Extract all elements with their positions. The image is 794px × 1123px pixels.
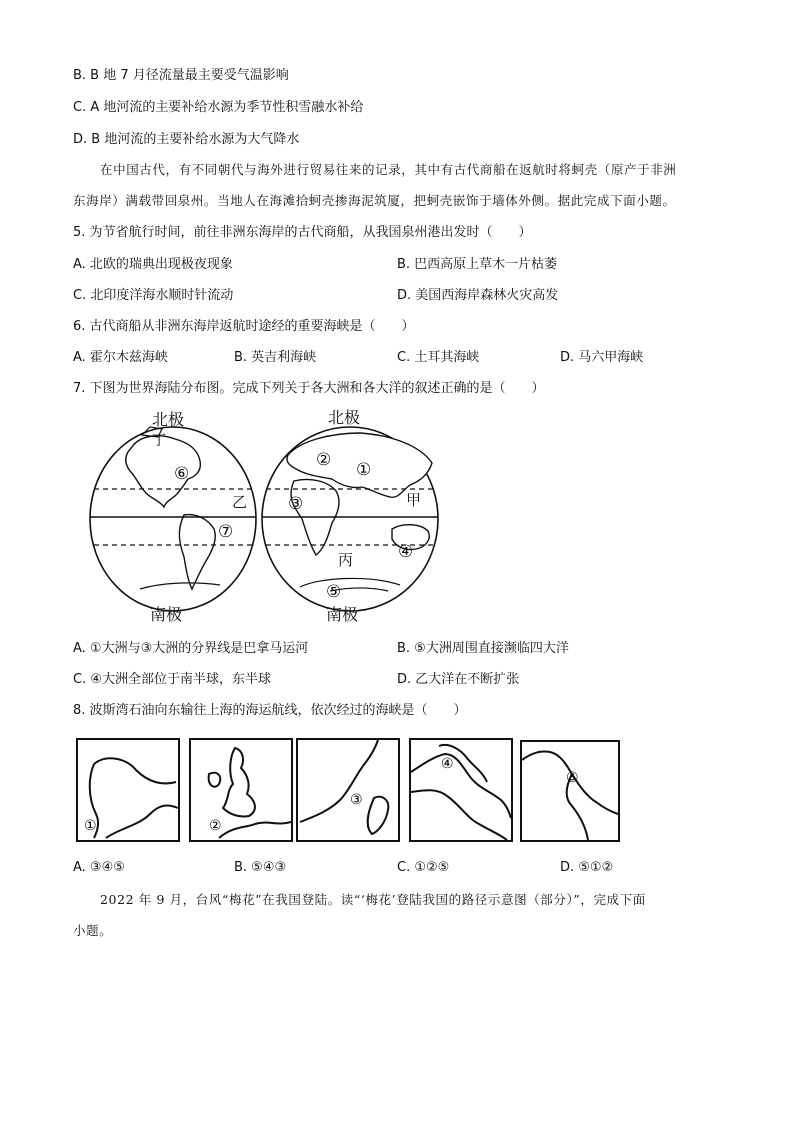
label-circle-6: ⑥ [174,464,190,484]
label-north-pole-right: 北极 [328,408,361,427]
q8-option-d: D. ⑤①② [560,860,614,875]
q7-option-c: C. ④大洲全部位于南半球，东半球 [73,672,271,687]
intro-line-1: 在中国古代，有不同朝代与海外进行贸易往来的记录，其中有古代商船在返航时将蚵壳（原产于非洲 [100,162,677,177]
western-hemisphere [90,427,256,611]
eastern-hemisphere [262,427,438,611]
q5-option-a: A. 北欧的瑞典出现极夜现象 [73,257,233,272]
strait-map-5 [520,740,620,842]
q7-option-d: D. 乙大洋在不断扩张 [397,672,520,687]
strait-map-1 [76,738,180,842]
strait-label-1: ① [84,818,97,834]
label-circle-2: ② [316,450,332,470]
strait-label-5: ⑤ [566,770,579,786]
outro-line-2: 小题。 [73,923,113,938]
q5-option-d: D. 美国西海岸森林火灾高发 [397,288,559,303]
label-yi: 乙 [232,493,248,511]
q7-option-b: B. ⑤大洲周围直接濒临四大洋 [397,641,569,656]
strait-map-2 [189,738,293,842]
label-circle-7: ⑦ [218,522,234,542]
q6-option-a: A. 霍尔木兹海峡 [73,350,168,365]
q7-option-a: A. ①大洲与③大洲的分界线是巴拿马运河 [73,641,309,656]
prev-option-c: C. A 地河流的主要补给水源为季节性积雪融水补给 [73,100,364,115]
q8-option-b: B. ⑤④③ [234,860,287,875]
outro-line-1: 2022 年 9 月，台风“梅花”在我国登陆。读“‘梅花’登陆我国的路径示意图（部分）”，完成下面 [100,892,646,907]
label-south-pole-right: 南极 [326,605,359,624]
label-jia: 甲 [406,491,422,509]
q7-stem: 7. 下图为世界海陆分布图。完成下列关于各大洲和各大洋的叙述正确的是（ ） [73,381,545,396]
q6-option-c: C. 土耳其海峡 [397,350,480,365]
strait-map-3 [296,738,400,842]
world-land-sea-map [80,405,450,630]
strait-label-3: ③ [350,792,363,808]
q6-option-b: B. 英吉利海峡 [234,350,317,365]
q8-option-a: A. ③④⑤ [73,860,125,875]
label-bing: 丙 [338,551,354,569]
q5-option-b: B. 巴西高原上草木一片枯萎 [397,257,558,272]
label-north-pole-left: 北极 [152,410,185,429]
q5-stem: 5. 为节省航行时间，前往非洲东海岸的古代商船，从我国泉州港出发时（ ） [73,225,532,240]
prev-option-b: B. B 地 7 月径流量最主要受气温影响 [73,68,289,83]
q8-option-c: C. ①②⑤ [397,860,450,875]
prev-option-d: D. B 地河流的主要补给水源为大气降水 [73,132,300,147]
label-circle-1: ① [356,460,372,480]
label-circle-3: ③ [288,494,304,514]
label-circle-5: ⑤ [326,582,342,602]
q6-stem: 6. 古代商船从非洲东海岸返航时途经的重要海峡是（ ） [73,319,415,334]
strait-label-2: ② [209,818,222,834]
label-circle-4: ④ [398,542,414,562]
strait-label-4: ④ [441,756,454,772]
strait-map-4 [409,738,513,842]
label-south-pole-left: 南极 [150,605,183,624]
intro-line-2: 东海岸）满载带回泉州。当地人在海滩拾蚵壳掺海泥筑厦，把蚵壳嵌饰于墙体外侧。据此完成下面小题。 [73,193,676,208]
q6-option-d: D. 马六甲海峡 [560,350,644,365]
q5-option-c: C. 北印度洋海水顺时针流动 [73,288,234,303]
q8-stem: 8. 波斯湾石油向东输往上海的海运航线，依次经过的海峡是（ ） [73,703,467,718]
label-ding: 丁 [152,433,166,449]
